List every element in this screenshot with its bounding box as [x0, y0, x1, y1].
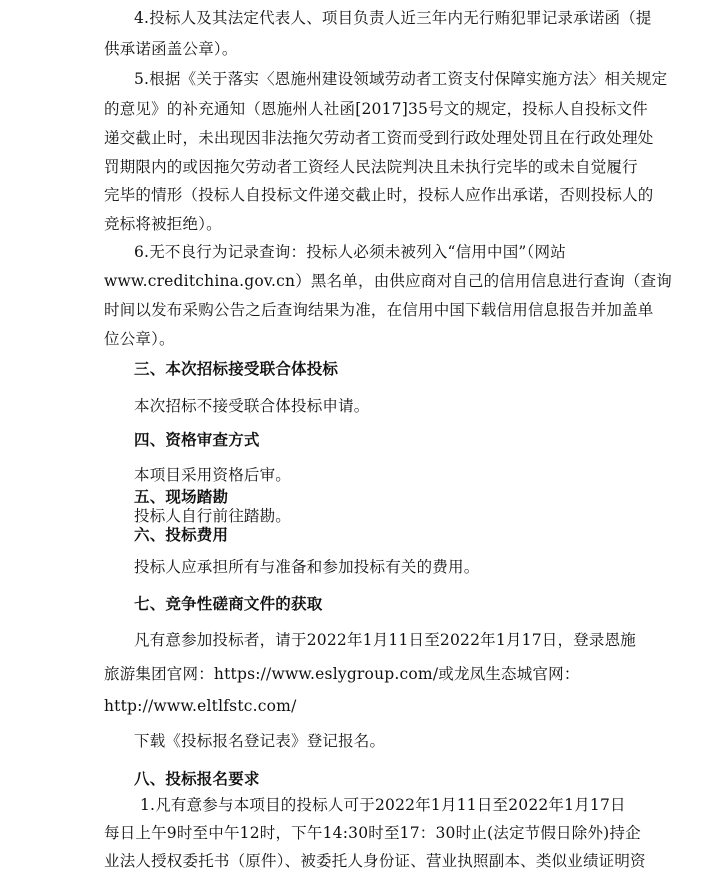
text-line: 时间以发布采购公告之后查询结果为准，在信用中国下载信用信息报告并加盖单 — [104, 301, 654, 319]
text-line: 投标人应承担所有与准备和参加投标有关的费用。 — [134, 558, 480, 576]
text-line: 每日上午9时至中午12时，下午14:30时至17：30时止(法定节假日除外)持企 — [104, 824, 641, 842]
text-line: 完毕的情形（投标人自投标文件递交截止时，投标人应作出承诺，否则投标人的 — [104, 186, 654, 204]
text-line: 本项目采用资格后审。 — [134, 466, 292, 484]
text-line: www.creditchina.gov.cn）黑名单，由供应商对自己的信用信息进行查询（查询 — [104, 272, 672, 290]
text-line: 业法人授权委托书（原件）、被委托人身份证、营业执照副本、类似业绩证明资 — [104, 852, 646, 870]
section-heading-6: 六、投标费用 — [134, 525, 229, 544]
url-text: http://www.eltlfstc.com/ — [104, 697, 297, 715]
text-line: 4.投标人及其法定代表人、项目负责人近三年内无行贿犯罪记录承诺函（提 — [134, 9, 652, 27]
text-line: 供承诺函盖公章）。 — [104, 40, 238, 58]
text-line: 竞标将被拒绝）。 — [104, 215, 222, 233]
section-heading-8: 八、投标报名要求 — [134, 769, 260, 788]
text-line: 本次招标不接受联合体投标申请。 — [134, 397, 370, 415]
section-heading-4: 四、资格审查方式 — [134, 430, 260, 449]
text-line: 位公章）。 — [104, 330, 175, 348]
section-heading-7: 七、竞争性磋商文件的获取 — [134, 594, 323, 613]
section-heading-5: 五、现场踏勘 — [134, 487, 229, 506]
text-line: 凡有意参加投标者，请于2022年1月11日至2022年1月17日，登录恩施 — [134, 631, 636, 649]
text-line: 罚期限内的或因拖欠劳动者工资经人民法院判决且未执行完毕的或未自觉履行 — [104, 158, 638, 176]
text-line: 递交截止时，未出现因非法拖欠劳动者工资而受到行政处理处罚且在行政处理处 — [104, 129, 654, 147]
section-heading-3: 三、本次招标接受联合体投标 — [134, 359, 339, 378]
text-line: 6.无不良行为记录查询：投标人必须未被列入“信用中国”（网站 — [134, 243, 566, 261]
text-line: 的意见》的补充通知（恩施州人社函[2017]35号文的规定，投标人自投标文件 — [104, 100, 648, 118]
text-line: 5.根据《关于落实〈恩施州建设领域劳动者工资支付保障实施方法〉相关规定 — [134, 70, 668, 88]
text-line: 1.凡有意参与本项目的投标人可于2022年1月11日至2022年1月17日 — [140, 796, 626, 814]
text-line: 下载《投标报名登记表》登记报名。 — [134, 732, 386, 750]
text-line: 投标人自行前往踏勘。 — [134, 507, 292, 525]
text-line: 旅游集团官网：https://www.eslygroup.com/或龙凤生态城官网： — [104, 665, 580, 683]
